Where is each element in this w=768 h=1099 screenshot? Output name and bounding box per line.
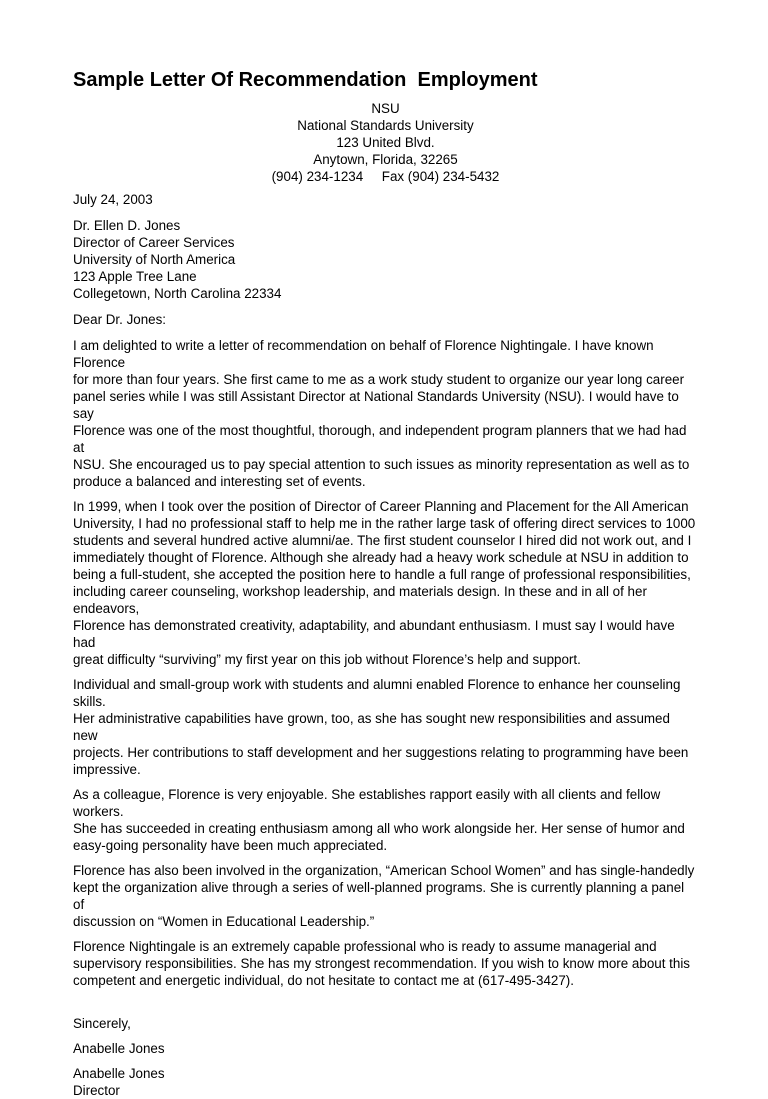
paragraph-line: I am delighted to write a letter of recommendation on behalf of Florence Nightingale. I have known Florence [73,338,654,370]
letter-body [73,337,698,989]
paragraph-line: Individual and small-group work with students and alumni enabled Florence to enhance her counseling skills. [73,677,681,709]
paragraph-line: great difficulty “surviving” my first year on this job without Florence’s help and support. [73,652,581,667]
paragraph-line: NSU. She encouraged us to pay special attention to such issues as minority representation as well as to [73,457,690,472]
signer-name: Anabelle Jones [73,1066,165,1081]
valediction: Sincerely, [73,1016,131,1031]
recipient-address [73,217,698,302]
letterhead-city: Anytown, Florida, 32265 [313,152,458,167]
paragraph-line: produce a balanced and interesting set of events. [73,474,366,489]
letterhead-phone-fax: (904) 234-1234 Fax (904) 234-5432 [271,169,500,184]
paragraph-line: supervisory responsibilities. She has my strongest recommendation. If you wish to know more about this [73,956,690,971]
recipient-org: University of North America [73,252,236,267]
paragraph-line: Florence was one of the most thoughtful, thorough, and independent program planners that we had had at [73,423,687,455]
letterhead-abbr: NSU [371,101,400,116]
body-paragraph [73,862,698,930]
paragraph-line: As a colleague, Florence is very enjoyable. She establishes rapport easily with all clients and fellow workers. [73,787,661,819]
paragraph-line: for more than four years. She first came to me as a work study student to organize our year long career [73,372,685,387]
paragraph-line: being a full-student, she accepted the position here to handle a full range of professional responsibilities, [73,567,691,582]
paragraph-line: She has succeeded in creating enthusiasm among all who work alongside her. Her sense of humor and [73,821,685,836]
recipient-street: 123 Apple Tree Lane [73,269,197,284]
closing-block [73,1015,698,1099]
paragraph-line: Her administrative capabilities have grown, too, as she has sought new responsibilities and assumed new [73,711,670,743]
signature: Anabelle Jones [73,1041,165,1056]
paragraph-line: impressive. [73,762,141,777]
body-paragraph [73,498,698,668]
paragraph-line: Florence has also been involved in the organization, “American School Women” and has single-handedly [73,863,695,878]
recipient-title: Director of Career Services [73,235,235,250]
paragraph-line: projects. Her contributions to staff development and her suggestions relating to programming have been [73,745,689,760]
paragraph-line: In 1999, when I took over the position of Director of Career Planning and Placement for the All American [73,499,689,514]
letter-date: July 24, 2003 [73,192,153,207]
paragraph-line: easy-going personality have been much appreciated. [73,838,388,853]
paragraph-line: Florence Nightingale is an extremely capable professional who is ready to assume managerial and [73,939,657,954]
paragraph-line: students and several hundred active alumni/ae. The first student counselor I hired did not work out, and I [73,533,692,548]
letterhead [73,100,698,185]
recipient-name: Dr. Ellen D. Jones [73,218,181,233]
letterhead-name: National Standards University [297,118,474,133]
paragraph-line: panel series while I was still Assistant Director at National Standards University (NSU). I would have to say [73,389,679,421]
letterhead-street: 123 United Blvd. [336,135,435,150]
body-paragraph [73,676,698,778]
letter-page [73,68,698,1099]
paragraph-line: discussion on “Women in Educational Leadership.” [73,914,375,929]
signer-role: Director [73,1083,120,1098]
salutation: Dear Dr. Jones: [73,312,167,327]
page-title: Sample Letter Of Recommendation Employment [73,69,538,91]
paragraph-line: University, I had no professional staff to help me in the rather large task of offering direct services to 1000 [73,516,696,531]
body-paragraph [73,938,698,989]
paragraph-line: kept the organization alive through a series of well-planned programs. She is currently planning a panel of [73,880,685,912]
recipient-city: Collegetown, North Carolina 22334 [73,286,282,301]
paragraph-line: Florence has demonstrated creativity, adaptability, and abundant enthusiasm. I must say I would have had [73,618,675,650]
paragraph-line: immediately thought of Florence. Although she already had a heavy work schedule at NSU in addition to [73,550,689,565]
paragraph-line: including career counseling, workshop leadership, and materials design. In these and in all of her endeavors, [73,584,647,616]
paragraph-line: competent and energetic individual, do not hesitate to contact me at (617-495-3427). [73,973,574,988]
body-paragraph [73,337,698,490]
body-paragraph [73,786,698,854]
